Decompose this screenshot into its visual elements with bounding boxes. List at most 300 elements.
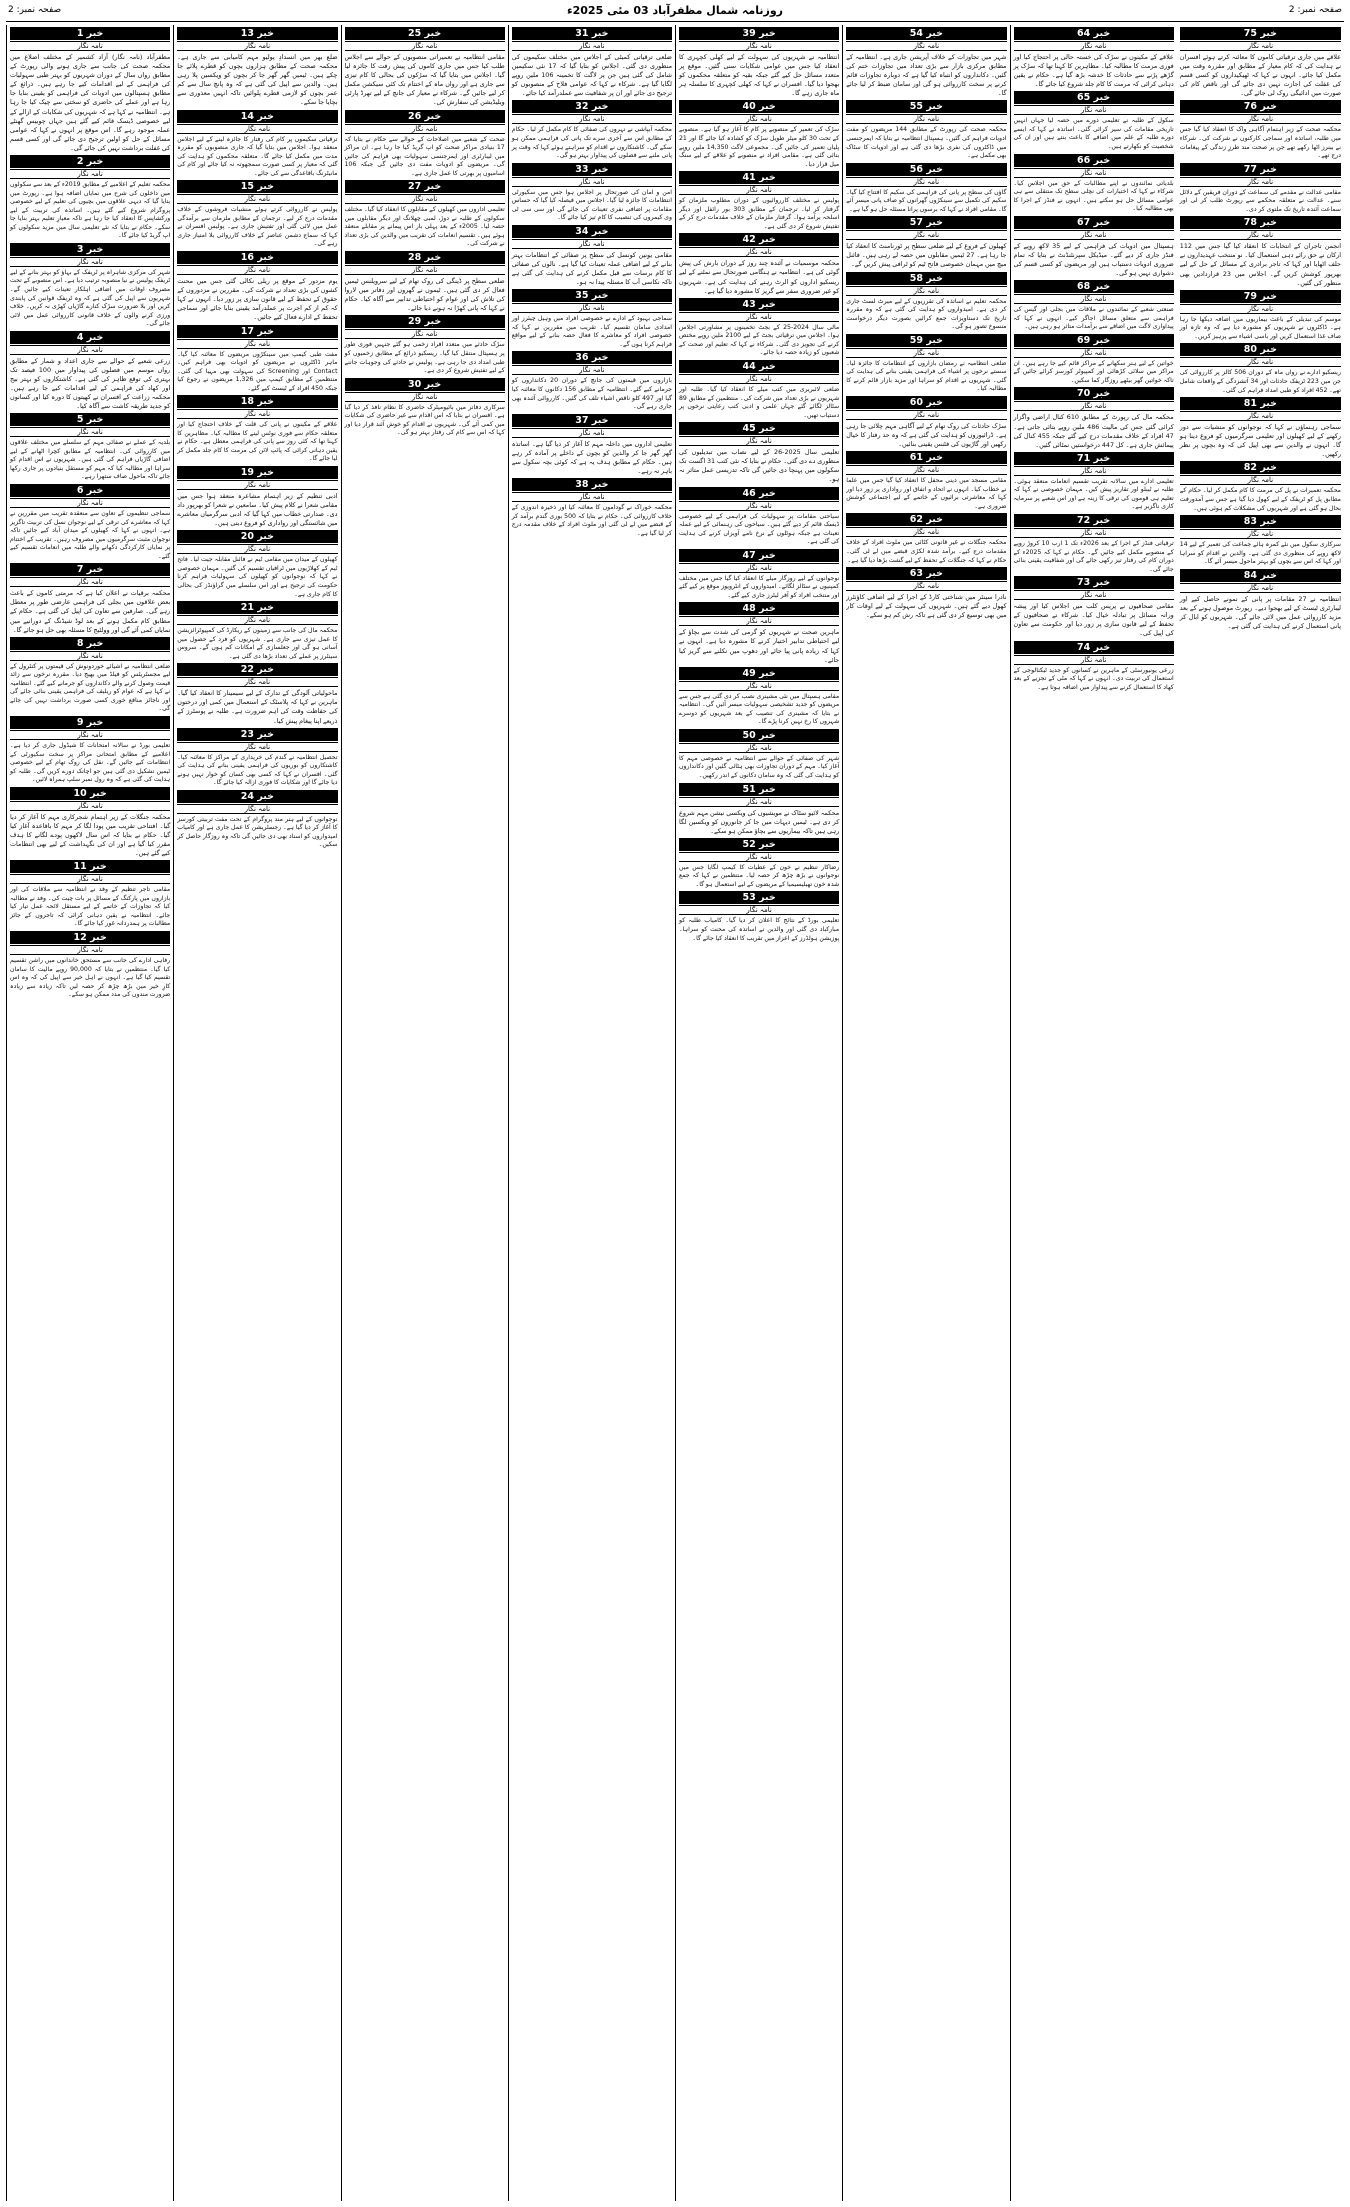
news-article [1014,27,1174,89]
news-article [512,478,672,538]
article-headline[interactable]: خبر 78 [1180,216,1341,229]
news-article [846,163,1006,215]
article-headline[interactable]: خبر 56 [846,163,1006,176]
article-headline[interactable]: خبر 74 [1014,641,1174,654]
article-headline[interactable]: خبر 61 [846,451,1006,464]
article-body: علاقے کے مکینوں نے پانی کی قلت کے خلاف احتجاج کیا اور متعلقہ حکام سے فوری نوٹس لینے کا مطالبہ کیا۔ مظاہرین کا کہنا تھا کہ کئی روز سے پانی کی فراہمی معطل ہے۔ حکام نے یقین دہانی کرائی کہ پائپ لائن کی مرمت کا کام جلد مکمل کر لیا جائے گا۔ [177,421,338,463]
article-byline: نامہ نگار [679,501,839,511]
article-byline: نامہ نگار [177,124,337,134]
article-byline: نامہ نگار [1180,114,1341,124]
article-byline: نامہ نگار [679,905,839,915]
article-headline[interactable]: خبر 28 [345,251,505,264]
news-column [1177,25,1344,2201]
article-headline[interactable]: خبر 11 [10,860,170,873]
article-byline: نامہ نگار [345,124,505,134]
article-headline[interactable]: خبر 64 [1014,27,1174,40]
news-column [6,25,173,2201]
article-byline: نامہ نگار [1014,105,1174,115]
article-body: محکمہ صحت کے زیر اہتمام آگاہی واک کا انعقاد کیا گیا جس میں طلبہ، اساتذہ اور سماجی کارکنوں نے شرکت کی۔ شرکاء نے بینرز اٹھا رکھے تھے جن پر صحت مند طرزِ زندگی کے پیغامات درج تھے۔ [1179,126,1341,160]
article-headline[interactable]: خبر 73 [1014,576,1174,589]
article-headline[interactable]: خبر 8 [10,637,170,650]
article-headline[interactable]: خبر 49 [679,667,839,680]
article-body: پولیس نے کارروائی کرتے ہوئے منشیات فروشوں کے خلاف مقدمات درج کر لیے۔ ترجمان کے مطابق ملزمان سے برآمدگی عمل میں لائی گئی اور تفتیش جاری ہے۔ پولیس افسران نے کہا کہ سماج دشمن عناصر کے خلاف کارروائی بلا امتیاز جاری رہے گی۔ [177,206,338,248]
article-body: رفاہی ادارے کی جانب سے مستحق خاندانوں میں راشن تقسیم کیا گیا۔ منتظمین نے بتایا کہ 90,000 روپے مالیت کا سامان تقسیم کیا گیا ہے۔ انہوں نے اہل خیر سے اپیل کی کہ وہ اس کارِ خیر میں بڑھ چڑھ کر حصہ لیں تاکہ زیادہ سے زیادہ ضرورت مندوں کی مدد ممکن ہو سکے۔ [10,956,171,999]
article-body: سیاحتی مقامات پر سہولیات کی فراہمی کے لیے خصوصی ڈیسک قائم کر دیے گئے ہیں۔ سیاحوں کی رہنمائی کے لیے عملہ تعینات ہے جبکہ ہوٹلوں کے نرخ نامے آویزاں کرنے کی ہدایت کی گئی ہے۔ [679,512,840,546]
news-article [1014,334,1174,386]
news-article [1180,27,1341,98]
article-body: انتظامیہ نے شہریوں کی سہولت کے لیے کھلی کچہری کا انعقاد کیا جس میں عوامی شکایات سنی گئیں۔ موقع پر متعدد مسائل حل کیے گئے جبکہ بقیہ کو متعلقہ محکموں کو بھجوا دیا گیا۔ افسران نے کہا کہ کھلی کچہری کا سلسلہ ہر ماہ جاری رہے گا۔ [679,53,840,98]
article-body: یوم مزدور کے موقع پر ریلی نکالی گئی جس میں محنت کشوں کی بڑی تعداد نے شرکت کی۔ مقررین نے مزدوروں کے حقوق کے تحفظ کے لیے قانون سازی پر زور دیا۔ انہوں نے کہا کہ کم از کم اجرت پر عملدرآمد یقینی بنایا جائے اور سماجی تحفظ کے ادارے فعال کیے جائیں۔ [177,277,338,322]
article-headline[interactable]: خبر 53 [679,891,839,904]
article-headline[interactable]: خبر 39 [679,27,839,40]
article-byline: نامہ نگار [679,616,839,626]
news-article [846,100,1006,160]
article-headline[interactable]: خبر 72 [1014,514,1174,527]
article-byline: نامہ نگار [846,581,1006,591]
news-article [177,663,337,725]
article-byline: نامہ نگار [679,743,839,753]
article-headline[interactable]: خبر 69 [1014,334,1174,347]
news-article [679,298,839,358]
article-body: تعلیمی اداروں میں داخلہ مہم کا آغاز کر دیا گیا ہے۔ اساتذہ گھر گھر جا کر والدین کو بچوں کے داخلے پر آمادہ کر رہے ہیں۔ حکام کے مطابق ہدف یہ ہے کہ کوئی بچہ سکول سے باہر نہ رہے۔ [511,439,672,475]
article-body: زرعی یونیورسٹی کے ماہرین نے کسانوں کو جدید ٹیکنالوجی کے استعمال کی تربیت دی۔ انہوں نے کہا کہ مٹی کے تجزیے کے بعد کھاد کا استعمال کرنے سے پیداوار میں اضافہ ہوتا ہے۔ [1013,666,1174,691]
article-headline[interactable]: خبر 5 [10,413,170,426]
news-article [1014,154,1174,214]
article-headline[interactable]: خبر 42 [679,233,839,246]
article-headline[interactable]: خبر 4 [10,331,170,344]
article-headline[interactable]: خبر 1 [10,27,170,40]
article-body: مالی سال 2024-25 کے بجٹ تخمینوں پر مشاورتی اجلاس ہوا۔ اجلاس میں ترقیاتی بجٹ کے لیے 2100 ملین روپے مختص کرنے کی تجویز دی گئی۔ شرکاء نے کہا کہ تعلیم اور صحت کے شعبوں کو زیادہ حصہ دیا جائے۔ [679,323,840,357]
news-article [345,251,505,313]
article-headline[interactable]: خبر 59 [846,334,1006,347]
article-headline[interactable]: خبر 20 [177,530,337,543]
news-article [177,728,337,788]
article-body: مقامی انتظامیہ نے تعمیراتی منصوبوں کے حوالے سے اجلاس طلب کیا جس میں جاری کاموں کی پیش رفت کا جائزہ لیا گیا۔ اجلاس میں بتایا گیا کہ سڑکوں کی بحالی کا کام تیزی سے جاری ہے اور رواں ماہ کے اختتام تک کئی سیکشن مکمل کر لیے جائیں گے۔ شرکاء نے معیار کی جانچ کے لیے تھرڈ پارٹی ویلیڈیشن کی سفارش کی۔ [344,53,505,107]
news-article [1014,280,1174,332]
article-byline: نامہ نگار [1014,41,1174,51]
article-headline[interactable]: خبر 62 [846,513,1006,526]
article-body: ضلعی انتظامیہ نے رمضان بازاروں کے انتظامات کا جائزہ لیا۔ سستے نرخوں پر اشیاء کی فراہمی یقینی بنانے کی ہدایت کی گئی۔ شہریوں نے اقدام کو سراہا اور مزید بازار قائم کرنے کا مطالبہ کیا۔ [846,359,1007,393]
news-article [679,422,839,484]
article-headline[interactable]: خبر 55 [846,100,1006,113]
article-headline[interactable]: خبر 45 [679,422,839,435]
article-body: ماہرین صحت نے شہریوں کو گرمی کی شدت سے بچاؤ کے لیے احتیاطی تدابیر اختیار کرنے کا مشورہ دیا ہے۔ انہوں نے کہا کہ زیادہ پانی پیا جائے اور دھوپ میں نکلنے سے گریز کیا جائے۔ [679,628,840,664]
news-article [10,716,170,785]
article-byline: نامہ نگار [1014,466,1174,476]
article-headline[interactable]: خبر 14 [177,110,337,123]
news-article [679,360,839,420]
article-headline[interactable]: خبر 18 [177,395,337,408]
article-headline[interactable]: خبر 70 [1014,387,1174,400]
article-byline: نامہ نگار [1180,177,1341,187]
article-body: شہر میں تجاوزات کے خلاف آپریشن جاری ہے۔ انتظامیہ کے مطابق مرکزی بازار سے بڑی تعداد میں تجاوزات ختم کی گئیں۔ دکانداروں کو انتباہ کیا گیا ہے کہ دوبارہ تجاوزات قائم کرنے پر سخت کارروائی ہو گی اور سامان ضبط کر لیا جائے گا۔ [846,53,1007,98]
article-body: تعلیمی سال 2025-26 کے لیے نصاب میں تبدیلیوں کی منظوری دے دی گئی۔ حکام نے بتایا کہ نئی کتب 31 اگست تک سکولوں میں پہنچا دی جائیں گی تاکہ تدریسی عمل متاثر نہ ہو۔ [679,448,840,484]
article-body: سماجی بہبود کے ادارے نے خصوصی افراد میں وہیل چیئرز اور امدادی سامان تقسیم کیا۔ تقریب میں مقررین نے کہا کہ خصوصی افراد کو معاشرے کا فعال حصہ بنانے کے لیے مواقع فراہم کرنا ہوں گے۔ [511,315,672,348]
news-article [10,155,170,241]
masthead [6,4,1344,22]
news-article [512,27,672,98]
news-article [1180,343,1341,395]
news-article [1180,100,1341,160]
article-byline: نامہ نگار [512,303,672,313]
article-byline: نامہ نگار [1180,475,1341,485]
news-article [846,27,1006,98]
article-byline: نامہ نگار [177,194,337,204]
article-body: رضاکار تنظیم نے خون کے عطیات کا کیمپ لگایا جس میں نوجوانوں نے بڑھ چڑھ کر حصہ لیا۔ منتظمین نے کہا کہ جمع شدہ خون تھیلیسیمیا کے مریضوں کے لیے استعمال ہو گا۔ [679,863,840,888]
article-body: محکمہ جنگلات کے زیر اہتمام شجرکاری مہم کا آغاز کر دیا گیا۔ افتتاحی تقریب میں پودا لگا کر مہم کا باقاعدہ آغاز کیا گیا۔ حکام نے بتایا کہ اس سال لاکھوں پودے لگانے کا ہدف مقرر کیا گیا ہے اور ان کی نگہداشت کے لیے بھی انتظامات کیے گئے ہیں۔ [10,812,171,858]
news-article [679,487,839,547]
article-byline: نامہ نگار [177,804,337,814]
article-byline: نامہ نگار [1180,230,1341,240]
article-body: مقامی مسجد میں دینی محفل کا انعقاد کیا گیا جس میں علما نے خطاب کیا۔ انہوں نے اتحاد و اتفاق اور رواداری پر زور دیا اور کہا کہ معاشرتی برائیوں کے خاتمے کے لیے اجتماعی کوشش ضروری ہے۔ [846,477,1007,510]
article-body: بازاروں میں قیمتوں کی جانچ کے دوران 20 دکانداروں کو جرمانے کیے گئے۔ انتظامیہ کے مطابق 156 دکانوں کا معائنہ کیا گیا اور 497 کلو ناقص اشیاء تلف کی گئیں۔ کارروائی آئندہ بھی جاری رہے گی۔ [511,377,673,411]
news-article [1180,397,1341,459]
article-body: امن و امان کی صورتحال پر اجلاس ہوا جس میں سکیورٹی انتظامات کا جائزہ لیا گیا۔ اجلاس میں فیصلہ کیا گیا کہ حساس مقامات پر اضافی نفری تعینات کی جائے گی اور سی سی ٹی وی کیمروں کی تنصیب کا کام تیز کیا جائے گا۔ [511,188,672,222]
article-headline[interactable]: خبر 75 [1180,27,1341,40]
news-article [1014,452,1174,512]
article-byline: نامہ نگار [1180,304,1341,314]
masthead-title: روزنامہ شمال مظفرآباد 03 مئی 2025ء [567,4,783,17]
news-article [846,334,1006,394]
news-article [1014,387,1174,449]
article-byline: نامہ نگار [679,312,839,322]
article-byline: نامہ نگار [1014,294,1174,304]
article-body: تعلیمی ادارے میں سالانہ تقریب تقسیم انعامات منعقد ہوئی۔ طلبہ نے ٹیبلو اور تقاریر پیش کیں۔ مہمان خصوصی نے کہا کہ تعلیم ہی قوموں کی ترقی کا زینہ ہے اور اس شعبے پر سرمایہ کاری ناگزیر ہے۔ [1013,477,1174,511]
news-article [10,331,170,412]
article-byline: نامہ نگار [1014,168,1174,178]
article-byline: نامہ نگار [679,797,839,807]
article-byline: نامہ نگار [10,257,170,267]
news-article [177,395,337,464]
article-headline[interactable]: خبر 27 [345,180,505,193]
news-article [177,180,337,249]
article-body: سرکاری سکول میں نئے کمرہ ہائے جماعت کی تعمیر کے لیے 14 لاکھ روپے کی منظوری دی گئی ہے۔ والدین نے اقدام کو سراہا اور کہا کہ اس سے بچوں کو بہتر ماحول میسر آئے گا۔ [1179,541,1341,566]
article-byline: نامہ نگار [679,374,839,384]
article-headline[interactable]: خبر 58 [846,272,1006,285]
article-body: ضلع بھر میں انسدادِ پولیو مہم کامیابی سے جاری ہے۔ محکمہ صحت کے مطابق ہزاروں بچوں کو قطرے پلائے جا چکے ہیں۔ ٹیمیں گھر گھر جا کر بچوں کو ویکسین پلا رہی ہیں۔ والدین سے اپیل کی گئی ہے کہ وہ پانچ سال سے کم عمر بچوں کو لازمی قطرے پلوائیں تاکہ انہیں معذوری سے بچایا جا سکے۔ [177,53,338,107]
news-article [512,163,672,223]
news-article [177,27,337,108]
article-headline[interactable]: خبر 30 [345,378,505,391]
article-byline: نامہ نگار [512,428,672,438]
article-body: محکمہ مال کی رپورٹ کے مطابق 610 کنال اراضی واگزار کرائی گئی جس کی مالیت 486 ملین روپے بتائی جاتی ہے۔ 47 افراد کے خلاف مقدمات درج کیے گئے جبکہ 455 کنال کی پیمائش جاری ہے۔ کل 447 درخواستیں نمٹائی گئیں۔ [1013,413,1174,449]
article-headline[interactable]: خبر 35 [512,289,672,302]
article-byline: نامہ نگار [10,427,170,437]
news-article [345,27,505,108]
article-headline[interactable]: خبر 63 [846,567,1006,580]
article-body: محکمہ برقیات نے اعلان کیا ہے کہ مرمتی کاموں کے باعث بعض علاقوں میں بجلی کی فراہمی عارضی طور پر معطل رہے گی۔ صارفین سے تعاون کی اپیل کی گئی ہے۔ حکام کے مطابق کام مکمل ہونے کے بعد لوڈ شیڈنگ کے دورانیے میں نمایاں کمی آئے گی اور وولٹیج کا مسئلہ بھی حل ہو جائے گا۔ [10,589,171,634]
article-body: تعلیمی بورڈ کے نتائج کا اعلان کر دیا گیا۔ کامیاب طلبہ کو مبارکباد دی گئی اور والدین نے اساتذہ کی محنت کو سراہا۔ پوزیشن ہولڈرز کے اعزاز میں تقریب کا انعقاد کیا جائے گا۔ [679,917,840,942]
news-article [177,466,337,528]
article-headline[interactable]: خبر 21 [177,601,337,614]
news-article [679,602,839,664]
article-headline[interactable]: خبر 9 [10,716,170,729]
article-headline[interactable]: خبر 57 [846,216,1006,229]
article-body: مفت طبی کیمپ میں سینکڑوں مریضوں کا معائنہ کیا گیا۔ ماہر ڈاکٹروں نے مریضوں کو ادویات بھی فراہم کیں۔ Contact اور Screening کی سہولت بھی مہیا کی گئی۔ منتظمین کے مطابق کیمپ میں 1,326 مریضوں نے رجوع کیا جبکہ 450 افراد کے ٹیسٹ کیے گئے۔ [177,350,338,392]
news-article [1014,514,1174,574]
article-headline[interactable]: خبر 66 [1014,154,1174,167]
article-headline[interactable]: خبر 2 [10,155,170,168]
article-body: سڑک حادثات کی روک تھام کے لیے آگاہی مہم چلائی جا رہی ہے۔ ڈرائیوروں کو ہدایت کی گئی ہے کہ وہ حد رفتار کا خیال رکھیں اور گاڑیوں کی فٹنس یقینی بنائیں۔ [846,421,1007,449]
article-byline: نامہ نگار [10,874,170,884]
news-article [10,563,170,634]
article-body: نوجوانوں کے لیے ہنر مند پروگرام کے تحت مفت تربیتی کورسز کا آغاز کر دیا گیا ہے۔ رجسٹریشن کا عمل جاری ہے اور کامیاب امیدواروں کو اسناد بھی دی جائیں گی تاکہ وہ روزگار حاصل کر سکیں۔ [177,815,338,849]
article-byline: نامہ نگار [679,563,839,573]
article-headline[interactable]: خبر 52 [679,838,839,851]
article-byline: نامہ نگار [846,465,1006,475]
article-headline[interactable]: خبر 33 [512,163,672,176]
article-headline[interactable]: خبر 41 [679,171,839,184]
article-byline: نامہ نگار [10,730,170,740]
article-byline: نامہ نگار [679,852,839,862]
article-headline[interactable]: خبر 54 [846,27,1006,40]
article-body: صحت کے شعبے میں اصلاحات کے حوالے سے حکام نے بتایا کہ 17 بنیادی مراکز صحت کو اپ گریڈ کیا جا رہا ہے۔ ان مراکز میں لیبارٹری اور ایمرجنسی سہولیات بھی فراہم کی جائیں گی۔ مریضوں کو ادویات مفت دی جائیں گی جبکہ 106 اسامیوں پر بھرتی کا عمل جاری ہے۔ [344,135,505,177]
article-body: ضلعی ترقیاتی کمیٹی کے اجلاس میں مختلف سکیموں کی منظوری دی گئی۔ اجلاس کو بتایا گیا کہ 17 نئی سکیمیں شامل کی گئی ہیں جن پر لاگت کا تخمینہ 106 ملین روپے لگایا گیا ہے۔ شرکاء نے کہا کہ عوامی فلاح کے منصوبوں کو ترجیح دی جائے اور ان پر شفافیت سے عملدرآمد کیا جائے۔ [511,53,672,98]
article-byline: نامہ نگار [10,577,170,587]
article-byline: نامہ نگار [512,239,672,249]
news-article [177,325,337,394]
news-article [177,530,337,599]
news-column [341,25,508,2201]
news-article [10,931,170,1000]
article-headline[interactable]: خبر 50 [679,729,839,742]
news-article [1180,461,1341,513]
article-byline: نامہ نگار [512,365,672,375]
article-body: ترقیاتی سکیموں پر کام کی رفتار کا جائزہ لینے کے لیے اجلاس منعقد ہوا۔ اجلاس میں بتایا گیا کہ جاری منصوبوں کو مقررہ مدت میں مکمل کیا جائے گا۔ متعلقہ محکموں کو ہدایت کی گئی کہ معیار پر کسی صورت سمجھوتہ نہ کیا جائے اور کام کی مانیٹرنگ باقاعدگی سے کی جائے۔ [177,135,338,177]
article-byline: نامہ نگار [679,185,839,195]
article-byline: نامہ نگار [177,615,337,625]
article-body: بلدیاتی نمائندوں نے اپنے مطالبات کے حق میں اجلاس کیا۔ شرکاء نے کہا کہ اختیارات کی نچلی سطح تک منتقلی سے ہی عوامی مسائل حل ہو سکتے ہیں۔ انہوں نے فنڈز کے اجرا کا بھی مطالبہ کیا۔ [1013,179,1174,213]
article-body: شہر کی صفائی کے حوالے سے انتظامیہ نے خصوصی مہم کا آغاز کیا۔ مہم کے دوران تجاوزات بھی ہٹائی گئیں اور دکانداروں کو ہدایت کی گئی کہ وہ سامان دکانوں کے اندر رکھیں۔ [679,754,840,779]
article-byline: نامہ نگار [1180,529,1341,539]
news-article [1014,641,1174,693]
article-body: ضلعی سطح پر ڈینگی کی روک تھام کے لیے سرویلنس ٹیمیں فعال کر دی گئی ہیں۔ ٹیموں نے گھروں اور دفاتر میں لاروا کی تلاش کی اور عوام کو احتیاطی تدابیر سے آگاہ کیا۔ حکام نے کہا کہ پانی کھڑا نہ ہونے دیا جائے۔ [344,277,505,313]
article-headline[interactable]: خبر 6 [10,484,170,497]
article-byline: نامہ نگار [512,114,672,124]
article-headline[interactable]: خبر 22 [177,663,337,676]
article-body: محکمہ آبپاشی نے نہروں کی صفائی کا کام مکمل کر لیا۔ حکام کے مطابق اس سے آخری سرے تک پانی کی فراہمی ممکن ہو سکے گی۔ کاشتکاروں نے اقدام کو سراہتے ہوئے کہا کہ وقت پر پانی ملنے سے فصلوں کی پیداوار بہتر ہو گی۔ [511,126,672,160]
article-headline[interactable]: خبر 51 [679,783,839,796]
news-article [846,513,1006,565]
article-headline[interactable]: خبر 68 [1014,280,1174,293]
news-article [1180,515,1341,567]
article-byline: نامہ نگار [679,41,839,51]
article-byline: نامہ نگار [846,410,1006,420]
article-byline: نامہ نگار [177,677,337,687]
article-headline[interactable]: خبر 44 [679,360,839,373]
article-body: محکمہ تعلیم نے اساتذہ کی تقرریوں کے لیے میرٹ لسٹ جاری کر دی ہے۔ امیدواروں کو ہدایت کی گئی ہے کہ وہ مقررہ تاریخ تک دستاویزات جمع کرائیں بصورت دیگر درخواست منسوخ تصور ہو گی۔ [846,297,1007,331]
article-body: سکول کے طلبہ نے تعلیمی دورے میں حصہ لیا جہاں انہیں تاریخی مقامات کی سیر کرائی گئی۔ اساتذہ نے کہا کہ ایسے دورے طلبہ کے علم میں اضافے کا باعث بنتے ہیں اور ان کی شخصیت کو نکھارتے ہیں۔ [1013,117,1174,151]
article-byline: نامہ نگار [846,348,1006,358]
news-column [675,25,842,2201]
news-article [1180,290,1341,342]
article-body: محکمہ لائیو سٹاک نے مویشیوں کی ویکسی نیشن مہم شروع کر دی ہے۔ ٹیمیں دیہات میں جا کر جانوروں کو ویکسین لگا رہی ہیں تاکہ بیماریوں سے بچاؤ ممکن ہو سکے۔ [679,808,840,835]
article-byline: نامہ نگار [846,527,1006,537]
article-headline[interactable]: خبر 38 [512,478,672,491]
article-body: محکمہ خوراک نے گوداموں کا معائنہ کیا اور ذخیرہ اندوزی کے خلاف کارروائی کی۔ حکام نے بتایا کہ 500 بوری گندم برآمد کر کے قبضے میں لے لی گئی اور ملوث افراد کے خلاف مقدمہ درج کر لیا گیا ہے۔ [511,503,672,537]
article-body: محکمہ تعلیم کے اعلامیے کے مطابق 2019ء کے بعد سے سکولوں میں داخلوں کی شرح میں نمایاں اضافہ ہوا ہے۔ رپورٹ میں بتایا گیا کہ دیہی علاقوں میں بچیوں کی تعلیم کے لیے خصوصی پروگرام شروع کیے گئے ہیں۔ اساتذہ کی تربیت کے لیے ورکشاپس کا انعقاد کیا جا رہا ہے تاکہ معیارِ تعلیم بہتر بنایا جا سکے۔ حکام نے بتایا کہ نئے تعلیمی سال میں مزید سکولوں کو اپ گریڈ کیا جائے گا۔ [10,181,171,240]
article-headline[interactable]: خبر 84 [1180,569,1341,582]
article-headline[interactable]: خبر 10 [10,787,170,800]
article-byline: نامہ نگار [1180,583,1341,593]
article-body: کھیلوں کے فروغ کے لیے ضلعی سطح پر ٹورنامنٹ کا انعقاد کیا جا رہا ہے۔ 27 ٹیمیں مقابلوں میں حصہ لے رہی ہیں۔ فائنل میچ میں مہمان خصوصی فاتح ٹیم کو ٹرافی پیش کریں گے۔ [846,242,1007,269]
article-byline: نامہ نگار [1014,590,1174,600]
article-body: سرکاری دفاتر میں بائیومیٹرک حاضری کا نظام نافذ کر دیا گیا ہے۔ افسران نے بتایا کہ اس اقدام سے غیر حاضری کی شکایات میں کمی آئے گی۔ شہریوں نے اقدام کو خوش آئند قرار دیا اور کہا کہ اس سے کام کی رفتار بہتر ہو گی۔ [344,403,505,437]
article-body: ضلعی انتظامیہ نے اشیائے خوردونوش کی قیمتوں پر کنٹرول کے لیے مجسٹریٹس کو فیلڈ میں بھیج دیا۔ مقررہ نرخوں سے زائد قیمت وصول کرنے والے دکانداروں کو جرمانے کیے گئے۔ انتظامیہ نے کہا ہے کہ عوام کو ریلیف کی فراہمی یقینی بنائی جائے گی اور ناجائز منافع خوری کسی صورت برداشت نہیں کی جائے گی۔ [10,662,171,713]
news-article [846,272,1006,332]
article-headline[interactable]: خبر 17 [177,325,337,338]
article-body: سڑک حادثے میں متعدد افراد زخمی ہو گئے جنہیں فوری طور پر ہسپتال منتقل کیا گیا۔ ریسکیو ذرائع کے مطابق زخمیوں کو طبی امداد دی جا رہی ہے۔ پولیس نے حادثے کی وجوہات جاننے کے لیے تفتیش شروع کر دی ہے۔ [344,341,505,375]
article-headline[interactable]: خبر 16 [177,251,337,264]
article-headline[interactable]: خبر 48 [679,602,839,615]
article-headline[interactable]: خبر 13 [177,27,337,40]
news-article [512,225,672,287]
article-headline[interactable]: خبر 60 [846,396,1006,409]
article-body: سڑک کی تعمیر کے منصوبے پر کام کا آغاز ہو گیا ہے۔ منصوبے کے تحت 30 کلو میٹر طویل سڑک کو کشادہ کیا جائے گا اور 21 پلیاں تعمیر کی جائیں گی۔ مجموعی لاگت 14,350 ملین روپے بتائی گئی ہے۔ مقامی افراد نے منصوبے کو علاقے کے لیے سنگ میل قرار دیا۔ [679,126,840,168]
article-byline: نامہ نگار [1014,655,1174,665]
article-byline: نامہ نگار [10,651,170,661]
news-article [679,549,839,601]
page-number-label: صفحہ نمبر: 2 [1288,5,1342,15]
article-headline[interactable]: خبر 79 [1180,290,1341,303]
page-number-label-left: صفحہ نمبر: 2 [8,5,62,15]
article-byline: نامہ نگار [1180,41,1341,51]
news-article [679,100,839,169]
article-byline: نامہ نگار [177,480,337,490]
news-article [345,110,505,179]
article-headline[interactable]: خبر 23 [177,728,337,741]
news-article [10,413,170,482]
news-article [679,27,839,98]
article-body: انجمن تاجران کے انتخابات کا انعقاد کیا گیا جس میں 112 ارکان نے حق رائے دہی استعمال کیا۔ نو منتخب عہدیداروں نے حلف اٹھایا اور کہا کہ تاجر برادری کے مسائل کے حل کے لیے بھرپور کوشش کریں گے۔ اجلاس میں 23 قراردادیں بھی منظور کی گئیں۔ [1179,242,1341,287]
article-byline: نامہ نگار [846,114,1006,124]
news-article [1014,216,1174,278]
article-headline[interactable]: خبر 71 [1014,452,1174,465]
article-headline[interactable]: خبر 29 [345,315,505,328]
article-headline[interactable]: خبر 26 [345,110,505,123]
news-column [508,25,675,2201]
news-article [10,484,170,561]
article-byline: نامہ نگار [512,177,672,187]
article-headline[interactable]: خبر 81 [1180,397,1341,410]
article-body: تعلیمی اداروں میں کھیلوں کے مقابلوں کا انعقاد کیا گیا۔ مختلف سکولوں کے طلبہ نے دوڑ، لمبی چھلانگ اور دیگر مقابلوں میں حصہ لیا۔ 2005ء کے بعد پہلی بار اس پیمانے پر مقابلے منعقد ہوئے ہیں۔ تقسیم انعامات کی تقریب میں والدین کی بڑی تعداد نے شرکت کی۔ [344,206,505,248]
article-byline: نامہ نگار [177,265,337,275]
news-article [1014,576,1174,638]
article-body: محکمہ صحت کی رپورٹ کے مطابق 144 مریضوں کو مفت ادویات فراہم کی گئیں۔ ہسپتال انتظامیہ نے بتایا کہ ایمرجنسی میں ڈاکٹروں کی نفری بڑھا دی گئی ہے اور ادویات کا سٹاک بھی مکمل ہے۔ [846,126,1007,160]
news-article [512,289,672,349]
article-body: مظفرآباد (نامہ نگار) آزاد کشمیر کے مختلف اضلاع میں محکمہ صحت کی جانب سے جاری ہونے والی رپورٹ کے مطابق رواں سال کے دوران شہریوں کو بہتر طبی سہولیات کی فراہمی کے لیے اقدامات کیے جا رہے ہیں۔ ذرائع کے مطابق ہسپتالوں میں ادویات کی فراہمی کو یقینی بنایا جا رہا ہے اور عملے کی حاضری کو سختی سے چیک کیا جا رہا ہے۔ انتظامیہ نے کہا ہے کہ شہریوں کی شکایات کے ازالے کے لیے خصوصی ڈیسک قائم کیے گئے ہیں جہاں چوبیس گھنٹے عملہ موجود رہے گا۔ اس موقع پر انہوں نے کہا کہ عوامی مسائل کے حل کو اولین ترجیح دی جائے گی اور کسی قسم کی غفلت برداشت نہیں کی جائے گی۔ [10,53,171,152]
article-body: سماجی تنظیموں کے تعاون سے منعقدہ تقریب میں مقررین نے کہا کہ معاشرے کی ترقی کے لیے نوجوان نسل کی تربیت ناگزیر ہے۔ انہوں نے کہا کہ کھیلوں کے میدان آباد کیے جائیں تاکہ نوجوان مثبت سرگرمیوں میں مصروف رہیں۔ تقریب کے اختتام پر نمایاں کارکردگی دکھانے والے طلبہ میں انعامات تقسیم کیے گئے۔ [10,509,171,560]
article-headline[interactable]: خبر 77 [1180,163,1341,176]
article-headline[interactable]: خبر 3 [10,243,170,256]
news-article [679,171,839,231]
news-column [1010,25,1177,2201]
article-byline: نامہ نگار [679,114,839,124]
article-headline[interactable]: خبر 65 [1014,91,1174,104]
article-body: محکمہ مال کی جانب سے زمینوں کے ریکارڈ کی کمپیوٹرائزیشن کا عمل تیزی سے جاری ہے۔ شہریوں کو فرد کے حصول میں آسانی ہو گی اور جعلسازی کے امکانات کم ہوں گے۔ سروس سینٹرز پر عملے کی تعداد بڑھا دی گئی ہے۔ [177,627,338,660]
article-headline[interactable]: خبر 7 [10,563,170,576]
article-headline[interactable]: خبر 37 [512,414,672,427]
article-body: مقامی عدالت نے مقدمے کی سماعت کے دوران فریقین کے دلائل سنے۔ عدالت نے متعلقہ محکمے سے رپورٹ طلب کر لی اور سماعت آئندہ تاریخ تک ملتوی کر دی۔ [1179,188,1341,213]
article-body: پولیس نے مختلف کارروائیوں کے دوران مطلوب ملزمان کو گرفتار کر لیا۔ ترجمان کے مطابق 303 بور رائفل اور دیگر اسلحہ برآمد ہوا۔ گرفتار ملزمان کے خلاف مقدمات درج کر کے تفتیش شروع کر دی گئی ہے۔ [679,197,840,230]
article-byline: نامہ نگار [177,742,337,752]
article-headline[interactable]: خبر 83 [1180,515,1341,528]
article-body: ترقیاتی فنڈز کے اجرا کے بعد 2026ء تک 1 ارب 10 کروڑ روپے کے منصوبے مکمل کیے جائیں گے۔ حکام نے کہا کہ 2025ء کے دوران کام کی رفتار تیز رکھی جائے گی اور شفافیت یقینی بنائی جائے گی۔ [1013,539,1174,573]
article-body: علاقے میں جاری ترقیاتی کاموں کا معائنہ کرتے ہوئے افسران نے ہدایت کی کہ کام معیار کے مطابق اور مقررہ وقت میں مکمل کیا جائے۔ انہوں نے کہا کہ ٹھیکیداروں کو کسی قسم کی غفلت کی اجازت نہیں دی جائے گی اور ناقص کام کی صورت میں ادائیگی روک لی جائے گی۔ [1179,53,1341,98]
article-headline[interactable]: خبر 82 [1180,461,1341,474]
article-byline: نامہ نگار [679,681,839,691]
news-article [1180,163,1341,215]
news-column [842,25,1009,2201]
article-byline: نامہ نگار [10,345,170,355]
article-headline[interactable]: خبر 24 [177,790,337,803]
article-headline[interactable]: خبر 47 [679,549,839,562]
article-headline[interactable]: خبر 43 [679,298,839,311]
article-byline: نامہ نگار [345,265,505,275]
news-article [679,838,839,890]
article-headline[interactable]: خبر 46 [679,487,839,500]
article-headline[interactable]: خبر 34 [512,225,672,238]
article-body: ادبی تنظیم کے زیر اہتمام مشاعرہ منعقد ہوا جس میں مقامی شعرا نے کلام پیش کیا۔ سامعین نے شعرا کو بھرپور داد دی۔ صدارتی خطاب میں کہا گیا کہ ادبی سرگرمیاں معاشرے میں شائستگی اور رواداری کو فروغ دیتی ہیں۔ [177,491,338,528]
article-body: مقامی صحافیوں نے پریس کلب میں اجلاس کیا اور پیشہ ورانہ مسائل پر تبادلہ خیال کیا۔ شرکاء نے صحافیوں کے تحفظ کے لیے قانون سازی پر زور دیا اور حکومت سے تعاون کی اپیل کی۔ [1013,602,1174,638]
article-headline[interactable]: خبر 67 [1014,216,1174,229]
news-article [512,414,672,476]
article-byline: نامہ نگار [177,544,337,554]
article-byline: نامہ نگار [512,492,672,502]
article-headline[interactable]: خبر 31 [512,27,672,40]
article-byline: نامہ نگار [177,41,337,51]
article-headline[interactable]: خبر 80 [1180,343,1341,356]
article-body: شہر کی مرکزی شاہراہ پر ٹریفک کے بہاؤ کو بہتر بنانے کے لیے ٹریفک پولیس نے نیا منصوبہ ترتیب دیا ہے۔ اس منصوبے کے تحت مصروف اوقات میں اضافی اہلکار تعینات کیے جائیں گے۔ شہریوں سے اپیل کی گئی ہے کہ وہ ٹریفک قوانین کی پابندی کریں اور بلا ضرورت سڑک کنارے گاڑیاں کھڑی نہ کریں۔ خلاف ورزی کرنے والوں کے خلاف قانونی کارروائی عمل میں لائی جائے گی۔ [10,268,171,328]
article-byline: نامہ نگار [345,329,505,339]
article-body: صنعتی شعبے کے نمائندوں نے ملاقات میں بجلی اور گیس کی فراہمی سے متعلق مسائل اجاگر کیے۔ انہوں نے کہا کہ پیداواری لاگت میں اضافے سے برآمدات متاثر ہو رہی ہیں۔ [1013,306,1174,331]
article-byline: نامہ نگار [10,169,170,179]
article-body: محکمہ تعمیرات نے پل کی مرمت کا کام مکمل کر لیا۔ حکام کے مطابق پل کو ٹریفک کے لیے کھول دیا گیا ہے جس سے آمدورفت بحال ہو گئی ہے اور شہریوں کی مشکلات کم ہوئی ہیں۔ [1179,487,1341,512]
news-article [679,667,839,727]
news-article [679,891,839,943]
article-byline: نامہ نگار [679,247,839,257]
news-article [10,637,170,714]
news-article [512,100,672,160]
article-headline[interactable]: خبر 76 [1180,100,1341,113]
article-headline[interactable]: خبر 40 [679,100,839,113]
article-body: مقامی یونین کونسل کی سطح پر صفائی کے انتظامات بہتر بنانے کے لیے اضافی عملہ تعینات کیا گیا ہے۔ نالوں کی صفائی کا کام برسات سے قبل مکمل کرنے کی ہدایت کی گئی ہے تاکہ نکاسی آب کا مسئلہ پیدا نہ ہو۔ [511,250,672,287]
article-body: تحصیل انتظامیہ نے گندم کی خریداری کے مراکز کا معائنہ کیا۔ کاشتکاروں کو بوریوں کی فراہمی یقینی بنانے کی ہدایت کی گئی۔ افسران نے کہا کہ کسی بھی کسان کو خوار نہیں ہونے دیا جائے گا اور شکایات کا فوری ازالہ کیا جائے گا۔ [177,753,338,787]
article-body: ضلعی لائبریری میں کتب میلے کا انعقاد کیا گیا۔ طلبہ اور شہریوں نے بڑی تعداد میں شرکت کی۔ منتظمین کے مطابق 89 سٹالز لگائے گئے جہاں علمی و ادبی کتب رعایتی نرخوں پر دستیاب تھیں۔ [679,385,840,419]
article-headline[interactable]: خبر 15 [177,180,337,193]
article-headline[interactable]: خبر 32 [512,100,672,113]
news-article [846,396,1006,449]
article-headline[interactable]: خبر 36 [512,351,672,364]
article-body: ہسپتال میں ادویات کی فراہمی کے لیے 35 لاکھ روپے کے فنڈز جاری کر دیے گئے۔ میڈیکل سپرنٹنڈنٹ نے بتایا کہ تمام ضروری ادویات دستیاب ہیں اور مریضوں کو کسی قسم کی دشواری نہیں ہو گی۔ [1013,241,1174,278]
article-body: ریسکیو ادارے نے رواں ماہ کے دوران 506 کالز پر کارروائی کی جن میں 223 ٹریفک حادثات اور 34 آتشزدگی کے واقعات شامل تھے۔ 452 افراد کو طبی امداد فراہم کی گئی۔ [1179,369,1341,394]
news-article [177,110,337,179]
article-byline: نامہ نگار [846,177,1006,187]
article-headline[interactable]: خبر 25 [345,27,505,40]
news-article [177,251,337,322]
article-body: نادرا سینٹر میں شناختی کارڈ کے اجرا کے لیے اضافی کاؤنٹرز کھول دیے گئے ہیں۔ شہریوں کی سہولت کے لیے اوقات کار میں بھی توسیع کر دی گئی ہے تاکہ رش کم ہو سکے۔ [846,593,1007,620]
news-article [345,378,505,438]
article-headline[interactable]: خبر 12 [10,931,170,944]
article-byline: نامہ نگار [177,409,337,419]
article-body: مقامی تاجر تنظیم کے وفد نے انتظامیہ سے ملاقات کی اور بازاروں میں پارکنگ کے مسائل پر بات چیت کی۔ وفد نے مطالبہ کیا کہ تجاوزات کے خاتمے کے لیے مستقل لائحہ عمل تیار کیا جائے۔ انتظامیہ نے یقین دہانی کرائی کہ تاجروں کے جائز مطالبات پر ہمدردانہ غور کیا جائے گا۔ [10,886,171,928]
article-body: محکمہ موسمیات نے آئندہ چند روز کے دوران بارش کی پیش گوئی کی ہے۔ انتظامیہ نے ہنگامی صورتحال سے نمٹنے کے لیے ریسکیو اداروں کو الرٹ رہنے کی ہدایت کی ہے۔ شہریوں کو غیر ضروری سفر سے گریز کا مشورہ دیا گیا ہے۔ [679,259,840,295]
article-byline: نامہ نگار [10,41,170,51]
article-body: کھیلوں کے میدان میں مقامی ٹیم نے فائنل مقابلہ جیت لیا۔ فاتح ٹیم کے کھلاڑیوں میں ٹرافیاں تقسیم کی گئیں۔ مہمان خصوصی نے کہا کہ نوجوانوں کو کھیلوں کی سہولیات فراہم کرنا حکومت کی ترجیح ہے اور اس سلسلے میں گراؤنڈز کی بحالی کا کام جاری ہے۔ [177,556,338,598]
news-article [10,860,170,929]
article-headline[interactable]: خبر 19 [177,466,337,479]
news-article [10,787,170,858]
